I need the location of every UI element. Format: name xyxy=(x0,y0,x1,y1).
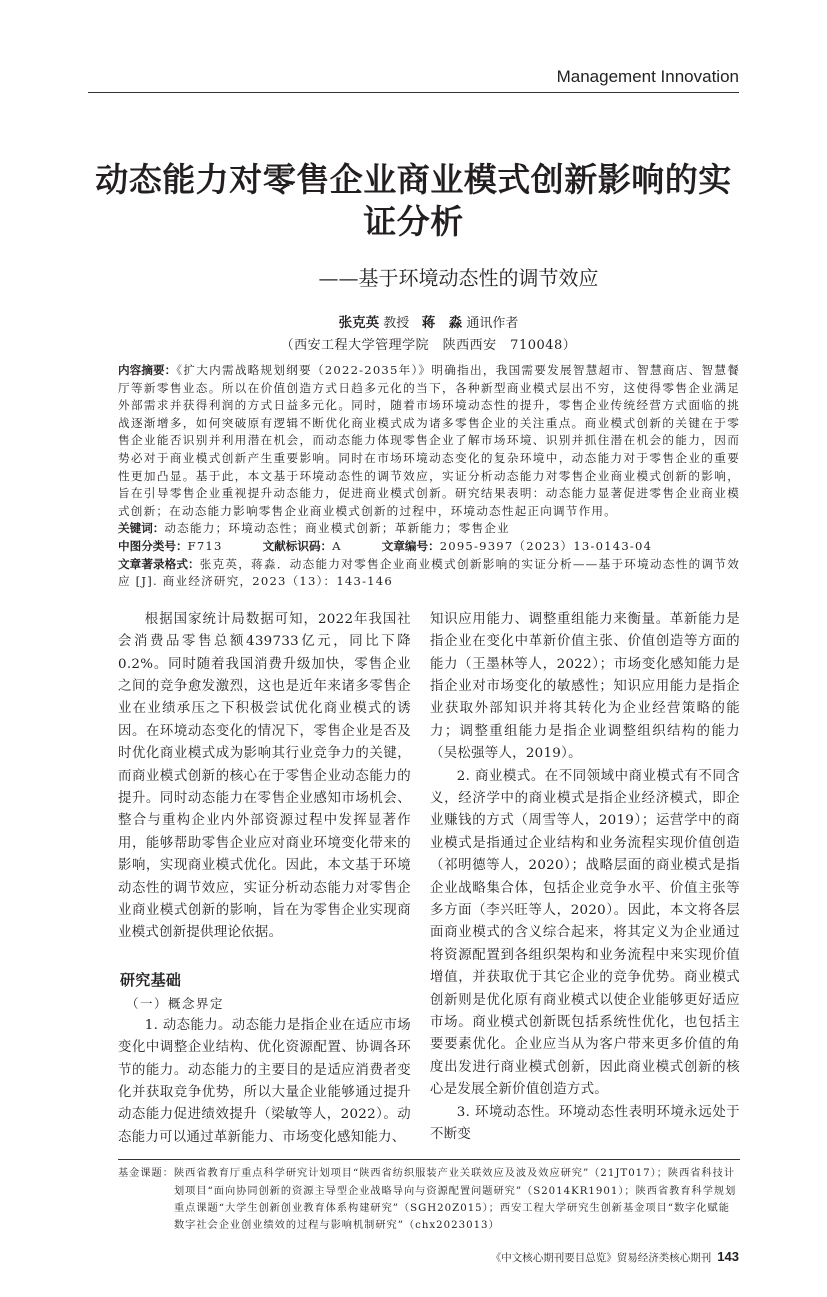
abstract-text: 《扩大内需战略规划纲要（2022-2035年）》明确指出，我国需要发展智慧超市、智慧商店、智慧餐厅等新零售业态。所以在价值创造方式日趋多元化的当下，各种新型商业模式层出不穷，这使得零售企业满足外部需求并获得利润的方式日益多元化。同时，随着市场环境动态性的提升，零售企业传统经营方式面临的挑战逐渐增多，如何突破原有逻辑不断优化商业模式成为诸多零售企业的关注重点。商业模式创新的关键在于零售企业能否识别并利用潜在机会，而动态能力体现零售企业了解市场环境、识别并抓住潜在机会的能力，因而势必对于商业模式创新产生重要影响。同时在市场环境动态变化的复杂环境中，动态能力对于零售企业的重要性更加凸显。基于此，本文基于环境动态性的调节效应，实证分析动态能力对零售企业商业模式创新的影响，旨在引导零售企业重视提升动态能力，促进商业模式创新。研究结果表明：动态能力显著促进零售企业商业模式创新；在动态能力影响零售企业商业模式创新的过程中，环境动态性起正向调节作用。 xyxy=(118,363,740,518)
paper-title: 动态能力对零售企业商业模式创新影响的实证分析 xyxy=(95,160,732,241)
subsection-heading: （一）概念界定 xyxy=(126,995,225,1011)
body-paragraph: 知识应用能力、调整重组能力来衡量。革新能力是指企业在变化中革新价值主张、价值创造等方面的能力（王墨林等人，2022）；市场变化感知能力是指企业对市场变化的敏感性；知识应用能力是指企业获取外部知识并将其转化为企业经营策略的能力；调整重组能力是指企业调整组织结构的能力（吴松强等人，2019）。 xyxy=(430,611,740,762)
doc-code-value: A xyxy=(332,538,342,553)
body-paragraph: 1. 动态能力。动态能力是指企业在适应市场变化中调整企业结构、优化资源配置、协调各环节的能力。动态能力的主要目的是适应消费者变化并获取竞争优势，所以大量企业能够通过提升动态能力促进绩效提升（梁敏等人，2022）。动态能力可以通过革新能力、市场变化感知能力、 xyxy=(118,1017,411,1145)
author-name: 张克英 xyxy=(338,315,380,331)
keywords-label: 关键词： xyxy=(118,521,165,536)
citation-text: 张克英，蒋淼．动态能力对零售企业商业模式创新影响的实证分析——基于环境动态性的调节效应 [J]. 商业经济研究，2023（13）：143-146 xyxy=(118,556,740,589)
funding-text: 陕西省教育厅重点科学研究计划项目“陕西省纺织服装产业关联效应及波及效应研究”（21JT017）；陕西省科技计划项目“面向协同创新的资源主导型企业战略导向与资源配置问题研究”（S2014KR1901）；陕西省教育科学规划重点课题“大学生创新创业教育体系构建研究”（SGH20Z015）；西安工程大学研究生创新基金项目“数字化赋能数字社会企业创业绩效的过程与影响机制研究”（chx2023013） xyxy=(174,1168,737,1232)
abstract-block xyxy=(118,362,740,591)
abstract-label: 内容摘要： xyxy=(118,363,177,377)
author-line xyxy=(118,313,739,334)
page-number: 143 xyxy=(717,1249,739,1265)
paper-subtitle: ——基于环境动态性的调节效应 xyxy=(318,266,599,290)
body-paragraph: 2. 商业模式。在不同领域中商业模式有不同含义，经济学中的商业模式是指企业经济模式，即企业赚钱的方式（周雪等人，2019）；运营学中的商业模式是指通过企业结构和业务流程实现价值创造（祁明德等人，2020）；战略层面的商业模式是指企业战略集合体，包括企业竞争水平、价值主张等多方面（李兴旺等人，2020）。因此，本文将各层面商业模式的含义综合起来，将其定义为企业通过将资源配置到各组织架构和业务流程中来实现价值增值，并获取优于其它企业的竞争优势。商业模式创新则是优化原有商业模式以使企业能够更好适应市场。商业模式创新既包括系统性优化，也包括主要要素优化。企业应当从为客户带来更多价值的角度出发进行商业模式创新，因此商业模式创新的核心是发展全新价值创造方式。 xyxy=(430,768,740,1098)
clc-value: F713 xyxy=(187,538,223,553)
citation-label: 文章著录格式： xyxy=(118,556,200,571)
doc-code-label: 文献标识码： xyxy=(262,538,333,553)
article-no-value: 2095-9397（2023）13-0143-04 xyxy=(439,538,653,553)
author-role: 通讯作者 xyxy=(466,316,519,331)
affiliation: （西安工程大学管理学院 陕西西安 710048） xyxy=(280,338,577,353)
body-columns xyxy=(118,609,740,1150)
article-no-label: 文章编号： xyxy=(381,538,440,553)
journal-section-header: Management Innovation xyxy=(556,67,739,86)
footer-journal: 《中文核心期刊要目总览》贸易经济类核心期刊 xyxy=(490,1252,712,1265)
funding-label: 基金课题： xyxy=(118,1168,174,1180)
body-paragraph: 3. 环境动态性。环境动态性表明环境永远处于不断变 xyxy=(430,1104,740,1143)
header-rule xyxy=(88,92,739,93)
clc-label: 中图分类号： xyxy=(118,538,188,553)
intro-paragraph: 根据国家统计局数据可知，2022年我国社会消费品零售总额439733亿元，同比下降0.2%。同时随着我国消费升级加快，零售企业之间的竞争愈发激烈，这也是近年来诸多零售企业在业绩承压之下积极尝试优化商业模式的诱因。在环境动态变化的情况下，零售企业是否及时优化商业模式成为影响其行业竞争力的关键，而商业模式创新的核心在于零售企业动态能力的提升。同时动态能力在零售企业感知市场机会、整合与重构企业内外部资源过程中发挥显著作用，能够帮助零售企业应对商业环境变化带来的影响，实现商业模式优化。因此，本文基于环境动态性的调节效应，实证分析动态能力对零售企业商业模式创新的影响，旨在为零售企业实现商业模式创新提供理论依据。 xyxy=(118,611,411,941)
page-footer xyxy=(118,1248,739,1267)
author-name: 蒋 淼 xyxy=(421,315,463,331)
author-role: 教授 xyxy=(383,316,410,331)
body-column-left xyxy=(118,609,411,1150)
section-heading: 研究基础 xyxy=(120,970,182,989)
keywords: 动态能力；环境动态性；商业模式创新；革新能力；零售企业 xyxy=(164,521,510,536)
body-column-right xyxy=(430,609,740,1150)
funding-footnote xyxy=(118,1165,740,1234)
